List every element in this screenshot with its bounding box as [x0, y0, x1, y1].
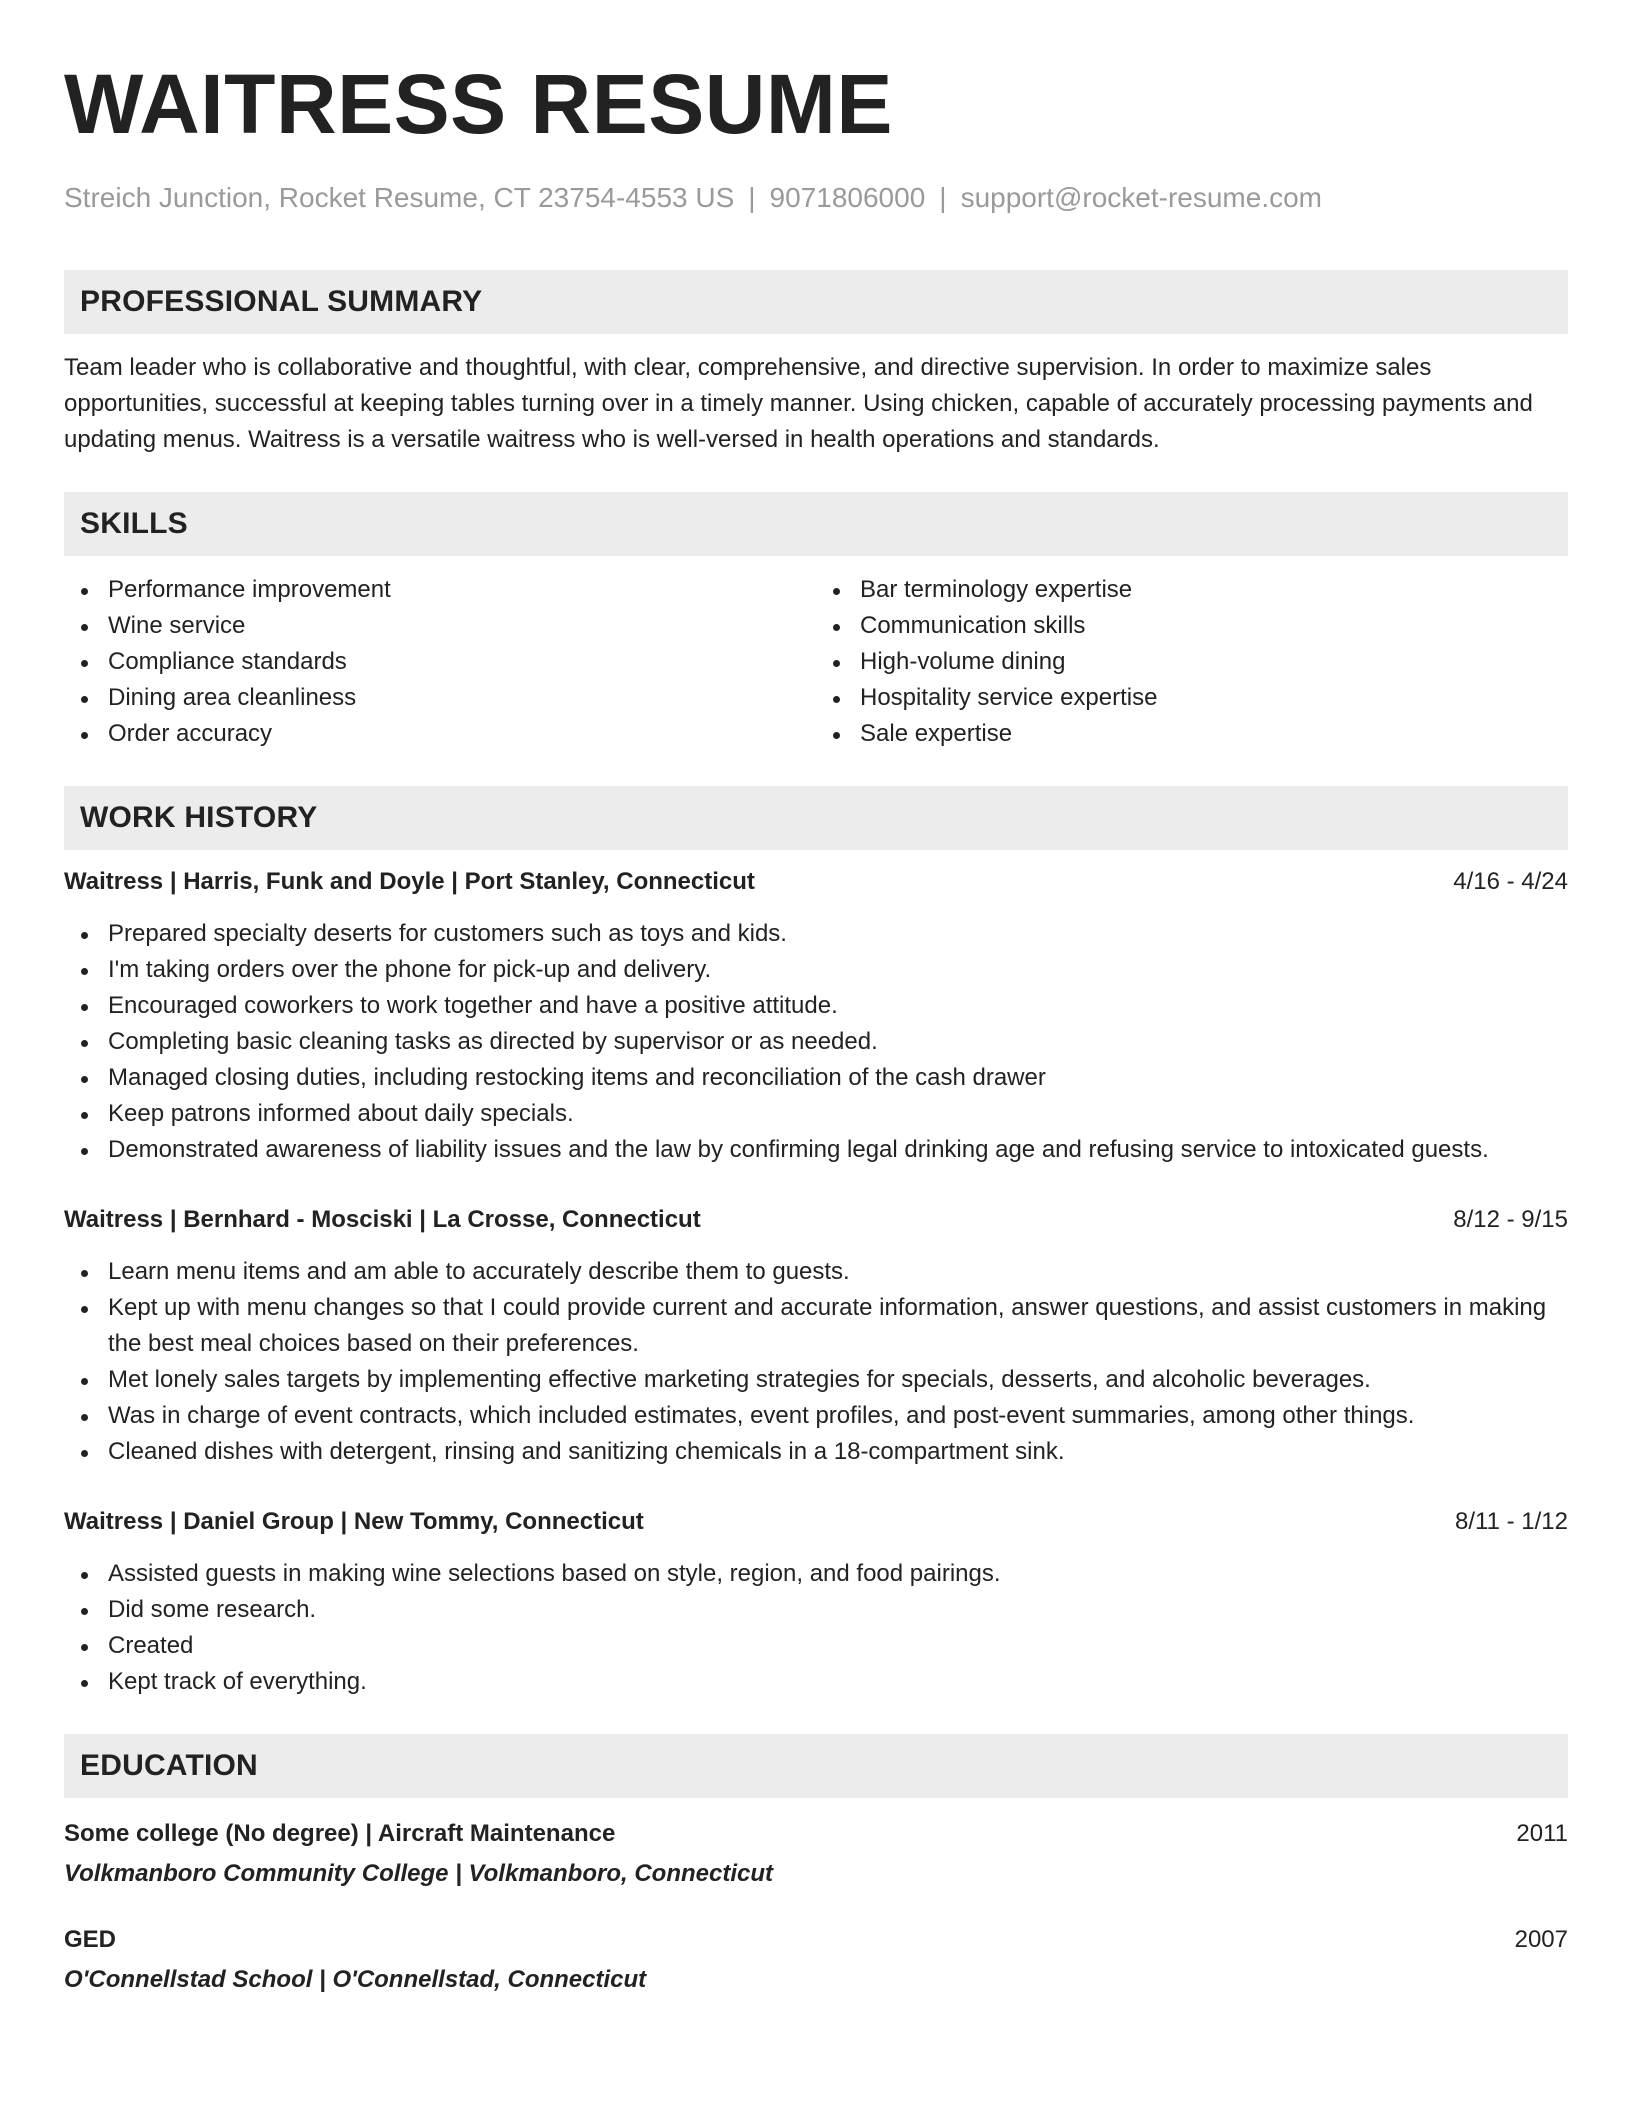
education-degree: GED — [64, 1926, 117, 1953]
job-bullet: Keep patrons informed about daily specials. — [64, 1096, 1568, 1132]
job-header — [64, 1202, 1568, 1238]
job-dates: 8/12 - 9/15 — [1453, 1206, 1568, 1233]
skills-column-left — [64, 572, 816, 752]
section-heading-summary: PROFESSIONAL SUMMARY — [64, 270, 1568, 334]
education-school: Volkmanboro Community College | Volkmanboro, Connecticut — [64, 1860, 773, 1887]
education-degree: Some college (No degree) | Aircraft Maintenance — [64, 1820, 616, 1847]
job-entry — [64, 1202, 1568, 1470]
job-dates: 8/11 - 1/12 — [1455, 1508, 1568, 1535]
resume-title: WAITRESS RESUME — [64, 57, 893, 151]
skills-column-right — [816, 572, 1568, 752]
contact-address: Streich Junction, Rocket Resume, CT 23754-4553 US — [64, 182, 735, 213]
job-bullet: Kept up with menu changes so that I could provide current and accurate information, answer questions, and assist customers in making the best meal choices based on their preferences. — [64, 1290, 1568, 1362]
education-header — [64, 1816, 1568, 1852]
job-entry — [64, 864, 1568, 1168]
job-entry — [64, 1504, 1568, 1700]
job-bullet: Encouraged coworkers to work together and have a positive attitude. — [64, 988, 1568, 1024]
skill-item: Hospitality service expertise — [816, 680, 1568, 716]
job-title: Waitress | Daniel Group | New Tommy, Connecticut — [64, 1508, 644, 1535]
section-heading-work-history: WORK HISTORY — [64, 786, 1568, 850]
job-bullet: Demonstrated awareness of liability issues and the law by confirming legal drinking age and refusing service to intoxicated guests. — [64, 1132, 1568, 1168]
skill-item: Sale expertise — [816, 716, 1568, 752]
job-bullet: Kept track of everything. — [64, 1664, 1568, 1700]
summary-text: Team leader who is collaborative and thoughtful, with clear, comprehensive, and directive supervision. In order to maximize sales opportunities, successful at keeping tables turning over in a timely manner. Using chicken, capable of accurately processing payments and updating menus. Waitress is a versatile waitress who is well-versed in health operations and standards. — [64, 354, 1533, 453]
skill-item: Bar terminology expertise — [816, 572, 1568, 608]
job-bullet: Cleaned dishes with detergent, rinsing and sanitizing chemicals in a 18-compartment sink. — [64, 1434, 1568, 1470]
education-year: 2011 — [1516, 1820, 1568, 1847]
education-entry — [64, 1816, 1568, 1892]
contact-separator: | — [748, 182, 756, 213]
job-bullet: Managed closing duties, including restocking items and reconciliation of the cash drawer — [64, 1060, 1568, 1096]
skill-item: Dining area cleanliness — [64, 680, 816, 716]
job-bullet: Completing basic cleaning tasks as directed by supervisor or as needed. — [64, 1024, 1568, 1060]
education-year: 2007 — [1514, 1926, 1568, 1953]
job-bullet: Created — [64, 1628, 1568, 1664]
job-bullet: Did some research. — [64, 1592, 1568, 1628]
job-bullet: Met lonely sales targets by implementing effective marketing strategies for specials, desserts, and alcoholic beverages. — [64, 1362, 1568, 1398]
section-heading-education: EDUCATION — [64, 1734, 1568, 1798]
section-heading-skills: SKILLS — [64, 492, 1568, 556]
skill-item: Wine service — [64, 608, 816, 644]
skills-list — [64, 572, 1568, 752]
skill-item: Compliance standards — [64, 644, 816, 680]
education-header — [64, 1922, 1568, 1958]
job-bullets — [64, 1254, 1568, 1470]
job-bullet: Was in charge of event contracts, which included estimates, event profiles, and post-event summaries, among other things. — [64, 1398, 1568, 1434]
skill-item: Performance improvement — [64, 572, 816, 608]
contact-email: support@rocket-resume.com — [960, 182, 1322, 213]
skill-item: High-volume dining — [816, 644, 1568, 680]
education-entry — [64, 1922, 1568, 1998]
job-bullet: Learn menu items and am able to accurately describe them to guests. — [64, 1254, 1568, 1290]
job-dates: 4/16 - 4/24 — [1453, 868, 1568, 895]
job-bullet: Assisted guests in making wine selections based on style, region, and food pairings. — [64, 1556, 1568, 1592]
contact-line — [64, 178, 1568, 218]
education-school: O'Connellstad School | O'Connellstad, Connecticut — [64, 1966, 647, 1993]
skill-item: Order accuracy — [64, 716, 816, 752]
contact-phone: 9071806000 — [769, 182, 926, 213]
skill-item: Communication skills — [816, 608, 1568, 644]
job-title: Waitress | Bernhard - Mosciski | La Crosse, Connecticut — [64, 1206, 701, 1233]
job-bullet: Prepared specialty deserts for customers such as toys and kids. — [64, 916, 1568, 952]
job-bullets — [64, 1556, 1568, 1700]
job-bullet: I'm taking orders over the phone for pick-up and delivery. — [64, 952, 1568, 988]
job-header — [64, 1504, 1568, 1540]
job-title: Waitress | Harris, Funk and Doyle | Port Stanley, Connecticut — [64, 868, 755, 895]
contact-separator: | — [939, 182, 947, 213]
job-header — [64, 864, 1568, 900]
job-bullets — [64, 916, 1568, 1168]
